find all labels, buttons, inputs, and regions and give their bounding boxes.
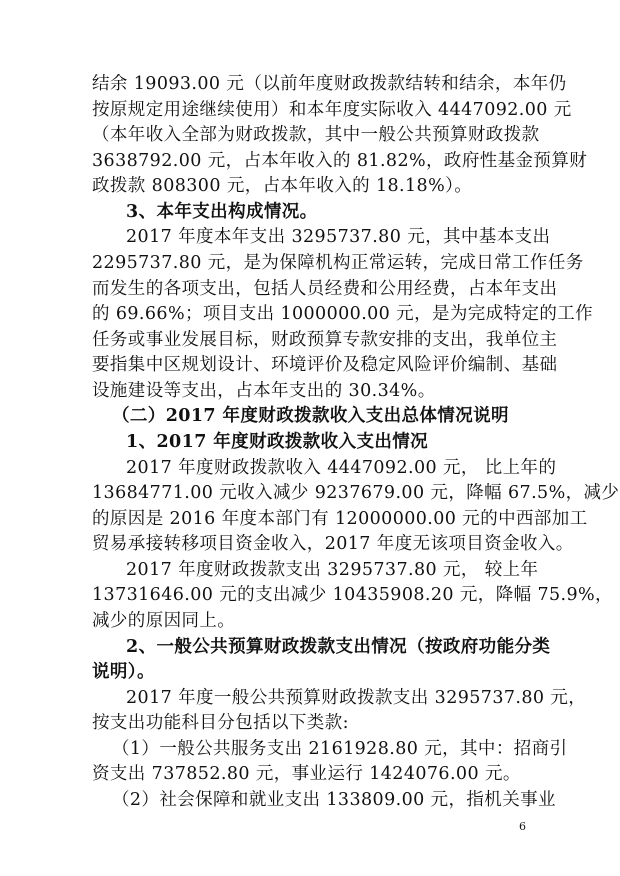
subsection-heading-2: 2、一般公共预算财政拨款支出情况（按政府功能分类 [126,636,551,657]
subsection-heading-1: 1、2017 年度财政拨款收入支出情况 [126,432,429,452]
text-line-26: 按支出功能科目分包括以下类款: [92,713,349,734]
page-number: 6 [519,820,526,833]
section-heading-3: 3、本年支出构成情况。 [126,201,318,222]
text-line-20: 2017 年度财政拨款支出 3295737.80 元， 较上年 [126,559,539,580]
text-line-12: 要指集中区规划设计、环境评价及稳定风险评价编制、基础 [92,355,558,376]
subsection-heading-2-cont: 说明）。 [92,662,155,683]
text-line-3: （本年收入全部为财政拨款，其中一般公共预算财政拨款 [92,125,540,146]
text-line-5: 政拨款 808300 元，占本年收入的 18.18%）。 [92,176,473,197]
text-line-10: 的 69.66%；项目支出 1000000.00 元，是为完成特定的工作 [92,304,594,325]
text-line-13: 设施建设等支出，占本年支出的 30.34%。 [92,380,436,401]
text-line-16: 2017 年度财政拨款收入 4447092.00 元， 比上年的 [126,457,557,478]
text-line-28: 资支出 737852.80 元，事业运行 1424076.00 元。 [92,764,521,785]
section-heading-2: （二）2017 年度财政拨款收入支出总体情况说明 [112,406,509,427]
text-line-9: 而发生的各项支出，包括人员经费和公用经费，占本年支出 [92,278,558,299]
text-line-29: （2）社会保障和就业支出 133809.00 元，指机关事业 [112,790,556,810]
text-line-17: 13684771.00 元收入减少 9237679.00 元，降幅 67.5%，减少 [92,483,620,504]
text-line-25: 2017 年度一般公共预算财政拨款支出 3295737.80 元， [126,687,587,708]
text-line-18: 的原因是 2016 年度本部门有 12000000.00 元的中西部加工 [92,508,588,529]
text-line-19: 贸易承接转移项目资金收入，2017 年度无该项目资金收入。 [92,534,574,555]
text-line-8: 2295737.80 元，是为保障机构正常运转，完成日常工作任务 [92,253,584,273]
text-line-21: 13731646.00 元的支出减少 10435908.20 元，降幅 75.9%， [92,585,613,606]
text-line-2: 按原规定用途继续使用）和本年度实际收入 4447092.00 元 [92,99,572,120]
text-line-1: 结余 19093.00 元（以前年度财政拨款结转和结余，本年仍 [92,74,567,94]
text-line-27: （1）一般公共服务支出 2161928.80 元，其中：招商引 [112,738,568,759]
text-line-7: 2017 年度本年支出 3295737.80 元，其中基本支出 [126,227,551,248]
text-line-22: 减少的原因同上。 [92,611,236,631]
text-line-11: 任务或事业发展目标，财政预算专款安排的支出，我单位主 [92,329,558,350]
text-line-4: 3638792.00 元，占本年收入的 81.82%，政府性基金预算财 [92,150,588,171]
